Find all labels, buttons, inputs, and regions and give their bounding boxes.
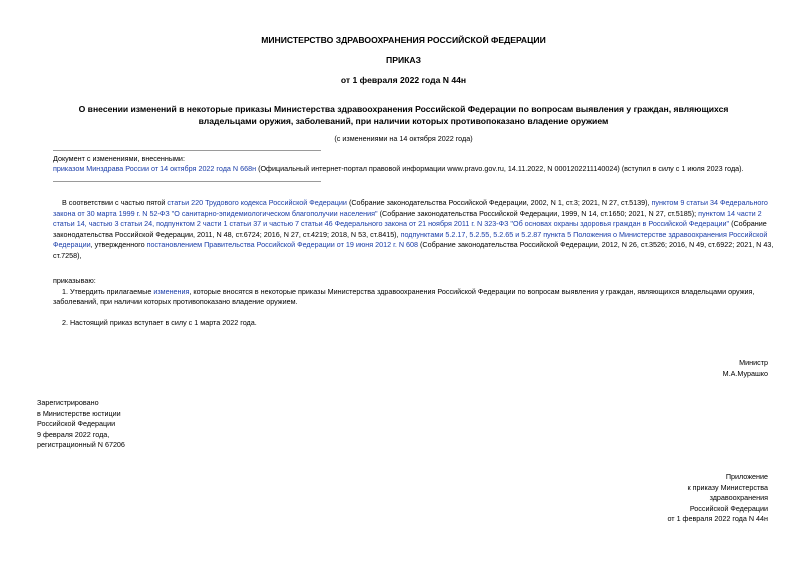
preamble-line1 [62,198,768,209]
text: В соответствии с частью пятой [62,198,168,207]
doc-title-line2: владельцами оружия, заболеваний, при наличии которых противопоказано владение оружием [198,116,609,126]
item-1-line2: заболеваний, при наличии которых противопоказано владение оружием. [53,297,298,307]
text: (Собрание [729,219,767,229]
date-number: от 1 февраля 2022 года N 44н [340,75,467,85]
preamble-line2 [53,209,762,220]
doc-type: ПРИКАЗ [386,55,421,65]
signature-name: М.А.Мурашко [722,368,768,378]
link-ministry-regulation-cont[interactable]: Федерации [53,240,91,250]
amend-box-caption: Документ с изменениями, внесенными: [53,154,185,163]
appendix-line1: Приложение [725,472,768,481]
signature-title: Министр [739,358,768,367]
appendix-line4: Российской Федерации [689,503,768,513]
registration-line1: Зарегистрировано [37,398,99,407]
appendix-line5: от 1 февраля 2022 года N 44н [667,514,768,524]
preamble-line5 [53,240,773,251]
preamble-line4 [53,230,767,241]
registration-line5: регистрационный N 67206 [37,440,125,450]
appendix-line3: здравоохранения [709,493,768,503]
link-changes[interactable]: изменения [153,286,190,296]
rule-bottom [53,181,321,182]
text: 1. Утвердить прилагаемые [62,286,154,296]
item-1-line1 [62,287,754,298]
link-sanitary-law-cont[interactable]: закона от 30 марта 1999 г. N 52-ФЗ "О санитарно-эпидемиологическом благополучии населения" [53,208,378,218]
link-health-law[interactable]: пунктом 14 части 2 [698,208,762,218]
rule-top [53,150,321,151]
text: , которые вносятся в некоторые приказы Министерства здравоохранения Российской Федерации по вопросам выявления у граждан, являющихся владельцами оружия, [189,286,755,296]
text: (Собрание законодательства Российской Федерации, 2012, N 26, ст.3526; 2016, N 49, ст.6922; 2021, N 43, [418,240,774,250]
amend-note: (с изменениями на 14 октября 2022 года) [334,134,473,143]
link-health-law-cont[interactable]: статьи 14, частью 3 статьи 24, подпунктом 2 части 1 статьи 37 и частью 7 статьи 46 Федерального закона от 21 ноября 2011 г. N 323-ФЗ "Об основах охраны здоровья граждан в Российской Федерации" [53,219,730,229]
link-sanitary-law[interactable]: пунктом 9 статьи 34 Федерального [651,198,768,207]
amend-rest: (Официальный интернет-портал правовой информации www.pravo.gov.ru, 14.11.2022, N 0001202211140024) (вступил в силу с 1 июля 2023 года). [256,164,744,173]
text: законодательства Российской Федерации, 2011, N 48, ст.6724; 2016, N 27, ст.4219; 2018, N 53, ст.8415), [53,229,401,239]
text: (Собрание законодательства Российской Федерации, 1999, N 14, ст.1650; 2021, N 27, ст.5185); [377,208,699,218]
amend-link[interactable]: приказом Минздрава России от 14 октября 2022 года N 668н [53,164,257,173]
item-2: 2. Настоящий приказ вступает в силу с 1 марта 2022 года. [62,318,257,327]
text: , утвержденного [90,240,147,250]
link-labor-code[interactable]: статьи 220 Трудового кодекса Российской Федерации [167,198,347,207]
text: (Собрание законодательства Российской Федерации, 2002, N 1, ст.3; 2021, N 27, ст.5139), [346,198,652,207]
doc-title-line1: О внесении изменений в некоторые приказы Министерства здравоохранения Российской Федерации по вопросам выявления у граждан, являющихся [78,104,729,114]
link-ministry-regulation[interactable]: подпунктами 5.2.17, 5.2.55, 5.2.65 и 5.2.87 пункта 5 Положения о Министерстве здравоохранения Российской [400,229,768,239]
registration-line3: Российской Федерации [37,419,116,429]
preamble-line6: ст.7258), [53,251,82,260]
appendix-line2: к приказу Министерства [687,482,768,492]
ministry-title: МИНИСТЕРСТВО ЗДРАВООХРАНЕНИЯ РОССИЙСКОЙ ФЕДЕРАЦИИ [261,35,546,45]
registration-line2: в Министерстве юстиции [37,408,121,418]
amend-box-text [53,164,744,175]
order-word: приказываю: [53,276,96,285]
registration-line4: 9 февраля 2022 года, [37,429,110,439]
preamble-line3 [53,219,767,230]
link-government-decree[interactable]: постановлением Правительства Российской Федерации от 19 июня 2012 г. N 608 [146,240,419,250]
